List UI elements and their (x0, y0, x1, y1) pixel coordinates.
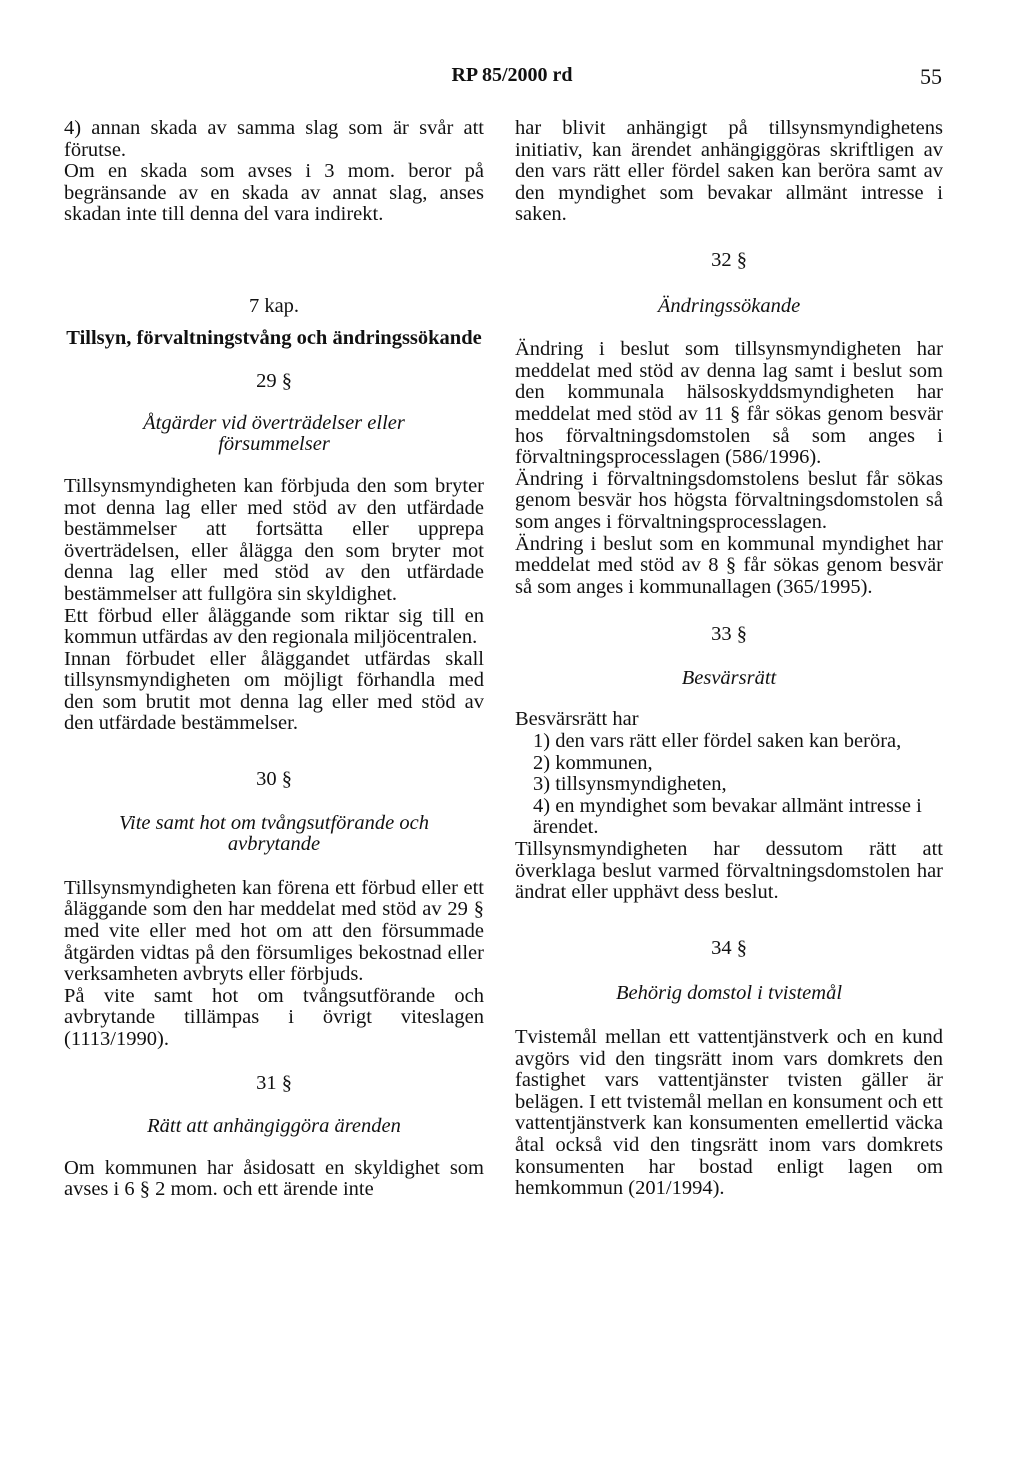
chapter-title: Tillsyn, förvaltningstvång och ändringssökande (66, 326, 482, 349)
section-30-title: Vite samt hot om tvångsutförande och avbrytande (119, 811, 429, 856)
list-item: 3) tillsynsmyndigheten, (533, 773, 727, 796)
section-33-list (515, 709, 943, 839)
section-32-title: Ändringssökande (657, 294, 801, 317)
list-item: 4) en myndighet som bevakar allmänt intresse i ärendet. (533, 794, 922, 839)
page-header (0, 64, 1024, 94)
continued-paragraph: har blivit anhängigt på tillsynsmyndighetens initiativ, kan ärendet anhängiggöras skriftligen av den vars rätt eller fördel saken kan beröra samt av den myndighet som bevakar allmänt intresse i saken. (515, 117, 943, 226)
section-33-title: Besvärsrätt (681, 666, 777, 689)
document-reference: RP 85/2000 rd (451, 64, 573, 86)
list-item: 2) kommunen, (533, 751, 653, 774)
section-34-title: Behörig domstol i tvistemål (615, 982, 843, 1005)
section-29-paragraph-1: Tillsynsmyndigheten kan förbjuda den som bryter mot denna lag eller med stöd av den utfärdade bestämmelser att fortsätta eller upprepa överträdelsen, eller ålägga den som bryter mot denna lag eller med stöd av den utfärdade bestämmelser att fullgöra sin skyldighet. (64, 474, 484, 605)
section-31-number: 31 § (256, 1071, 292, 1094)
section-29-number: 29 § (256, 370, 292, 393)
section-29-paragraph-3: Innan förbudet eller åläggandet utfärdas skall tillsynsmyndigheten om möjligt förhandla med den som brutit mot denna lag eller med stöd av den utfärdade bestämmelser. (64, 647, 484, 735)
section-33-paragraph-2: Tillsynsmyndigheten har dessutom rätt att överklaga beslut varmed förvaltningsdomstolen har ändrat eller upphävt dess beslut. (515, 838, 943, 904)
section-33-number: 33 § (711, 623, 747, 646)
section-29-paragraph-2: Ett förbud eller åläggande som riktar sig till en kommun utfärdas av den regionala miljöcentralen. (64, 604, 484, 649)
left-column (64, 118, 484, 1201)
section-30-paragraph-1: Tillsynsmyndigheten kan förena ett förbud eller ett åläggande som den har meddelat med stöd av 29 § med vite eller med hot om att den försummade åtgärden vidtas på den försumliges bekostnad eller verksamheten avbryts eller förbjuds. (64, 876, 484, 986)
section-34-paragraph-1: Tvistemål mellan ett vattentjänstverk och en kund avgörs vid den tingsrätt inom vars domkrets den fastighet vars vattentjänster tvisten gäller är belägen. I ett tvistemål mellan en konsument och ett vattentjänstverk kan konsumenten emellertid väcka åtal också vid den tingsrätt inom vars domkrets konsumenten har bostad enligt lagen om hemkommun (201/1994). (515, 1026, 943, 1200)
section-30-number: 30 § (256, 768, 292, 791)
section-32-paragraph-1: Ändring i beslut som tillsynsmyndigheten har meddelat med stöd av denna lag samt i beslut som den kommunala hälsoskyddsmyndigheten har meddelat med stöd av 11 § får sökas genom besvär hos förvaltningsdomstolen så som anges i förvaltningsprocesslagen (586/1996). (515, 338, 943, 469)
section-30-paragraph-2: På vite samt hot om tvångsutförande och avbrytande tillämpas i övrigt viteslagen (1113/1990). (64, 984, 484, 1050)
section-33-intro: Besvärsrätt har (515, 708, 639, 731)
right-column (515, 118, 943, 1200)
section-29-title: Åtgärder vid överträdelser eller försummelser (143, 411, 405, 456)
intro-list-item: 4) annan skada av samma slag som är svår att förutse. (64, 117, 484, 161)
section-32-paragraph-3: Ändring i beslut som en kommunal myndighet har meddelat med stöd av 8 § får sökas genom besvär så som anges i kommunallagen (365/1995). (515, 532, 943, 598)
section-31-paragraph-1: Om kommunen har åsidosatt en skyldighet som avses i 6 § 2 mom. och ett ärende inte (64, 1156, 484, 1201)
chapter-number: 7 kap. (248, 294, 300, 317)
section-31-title: Rätt att anhängiggöra ärenden (147, 1115, 401, 1138)
page-number: 55 (920, 64, 942, 89)
section-32-number: 32 § (711, 248, 747, 271)
section-32-paragraph-2: Ändring i förvaltningsdomstolens beslut får sökas genom besvär hos högsta förvaltningsdomstolen så som anges i förvaltningsprocesslagen. (515, 467, 943, 533)
list-item: 1) den vars rätt eller fördel saken kan beröra, (533, 730, 902, 753)
section-34-number: 34 § (711, 936, 747, 959)
intro-paragraph: Om en skada som avses i 3 mom. beror på begränsande av en skada av annat slag, anses skadan inte till denna del vara indirekt. (64, 160, 484, 226)
